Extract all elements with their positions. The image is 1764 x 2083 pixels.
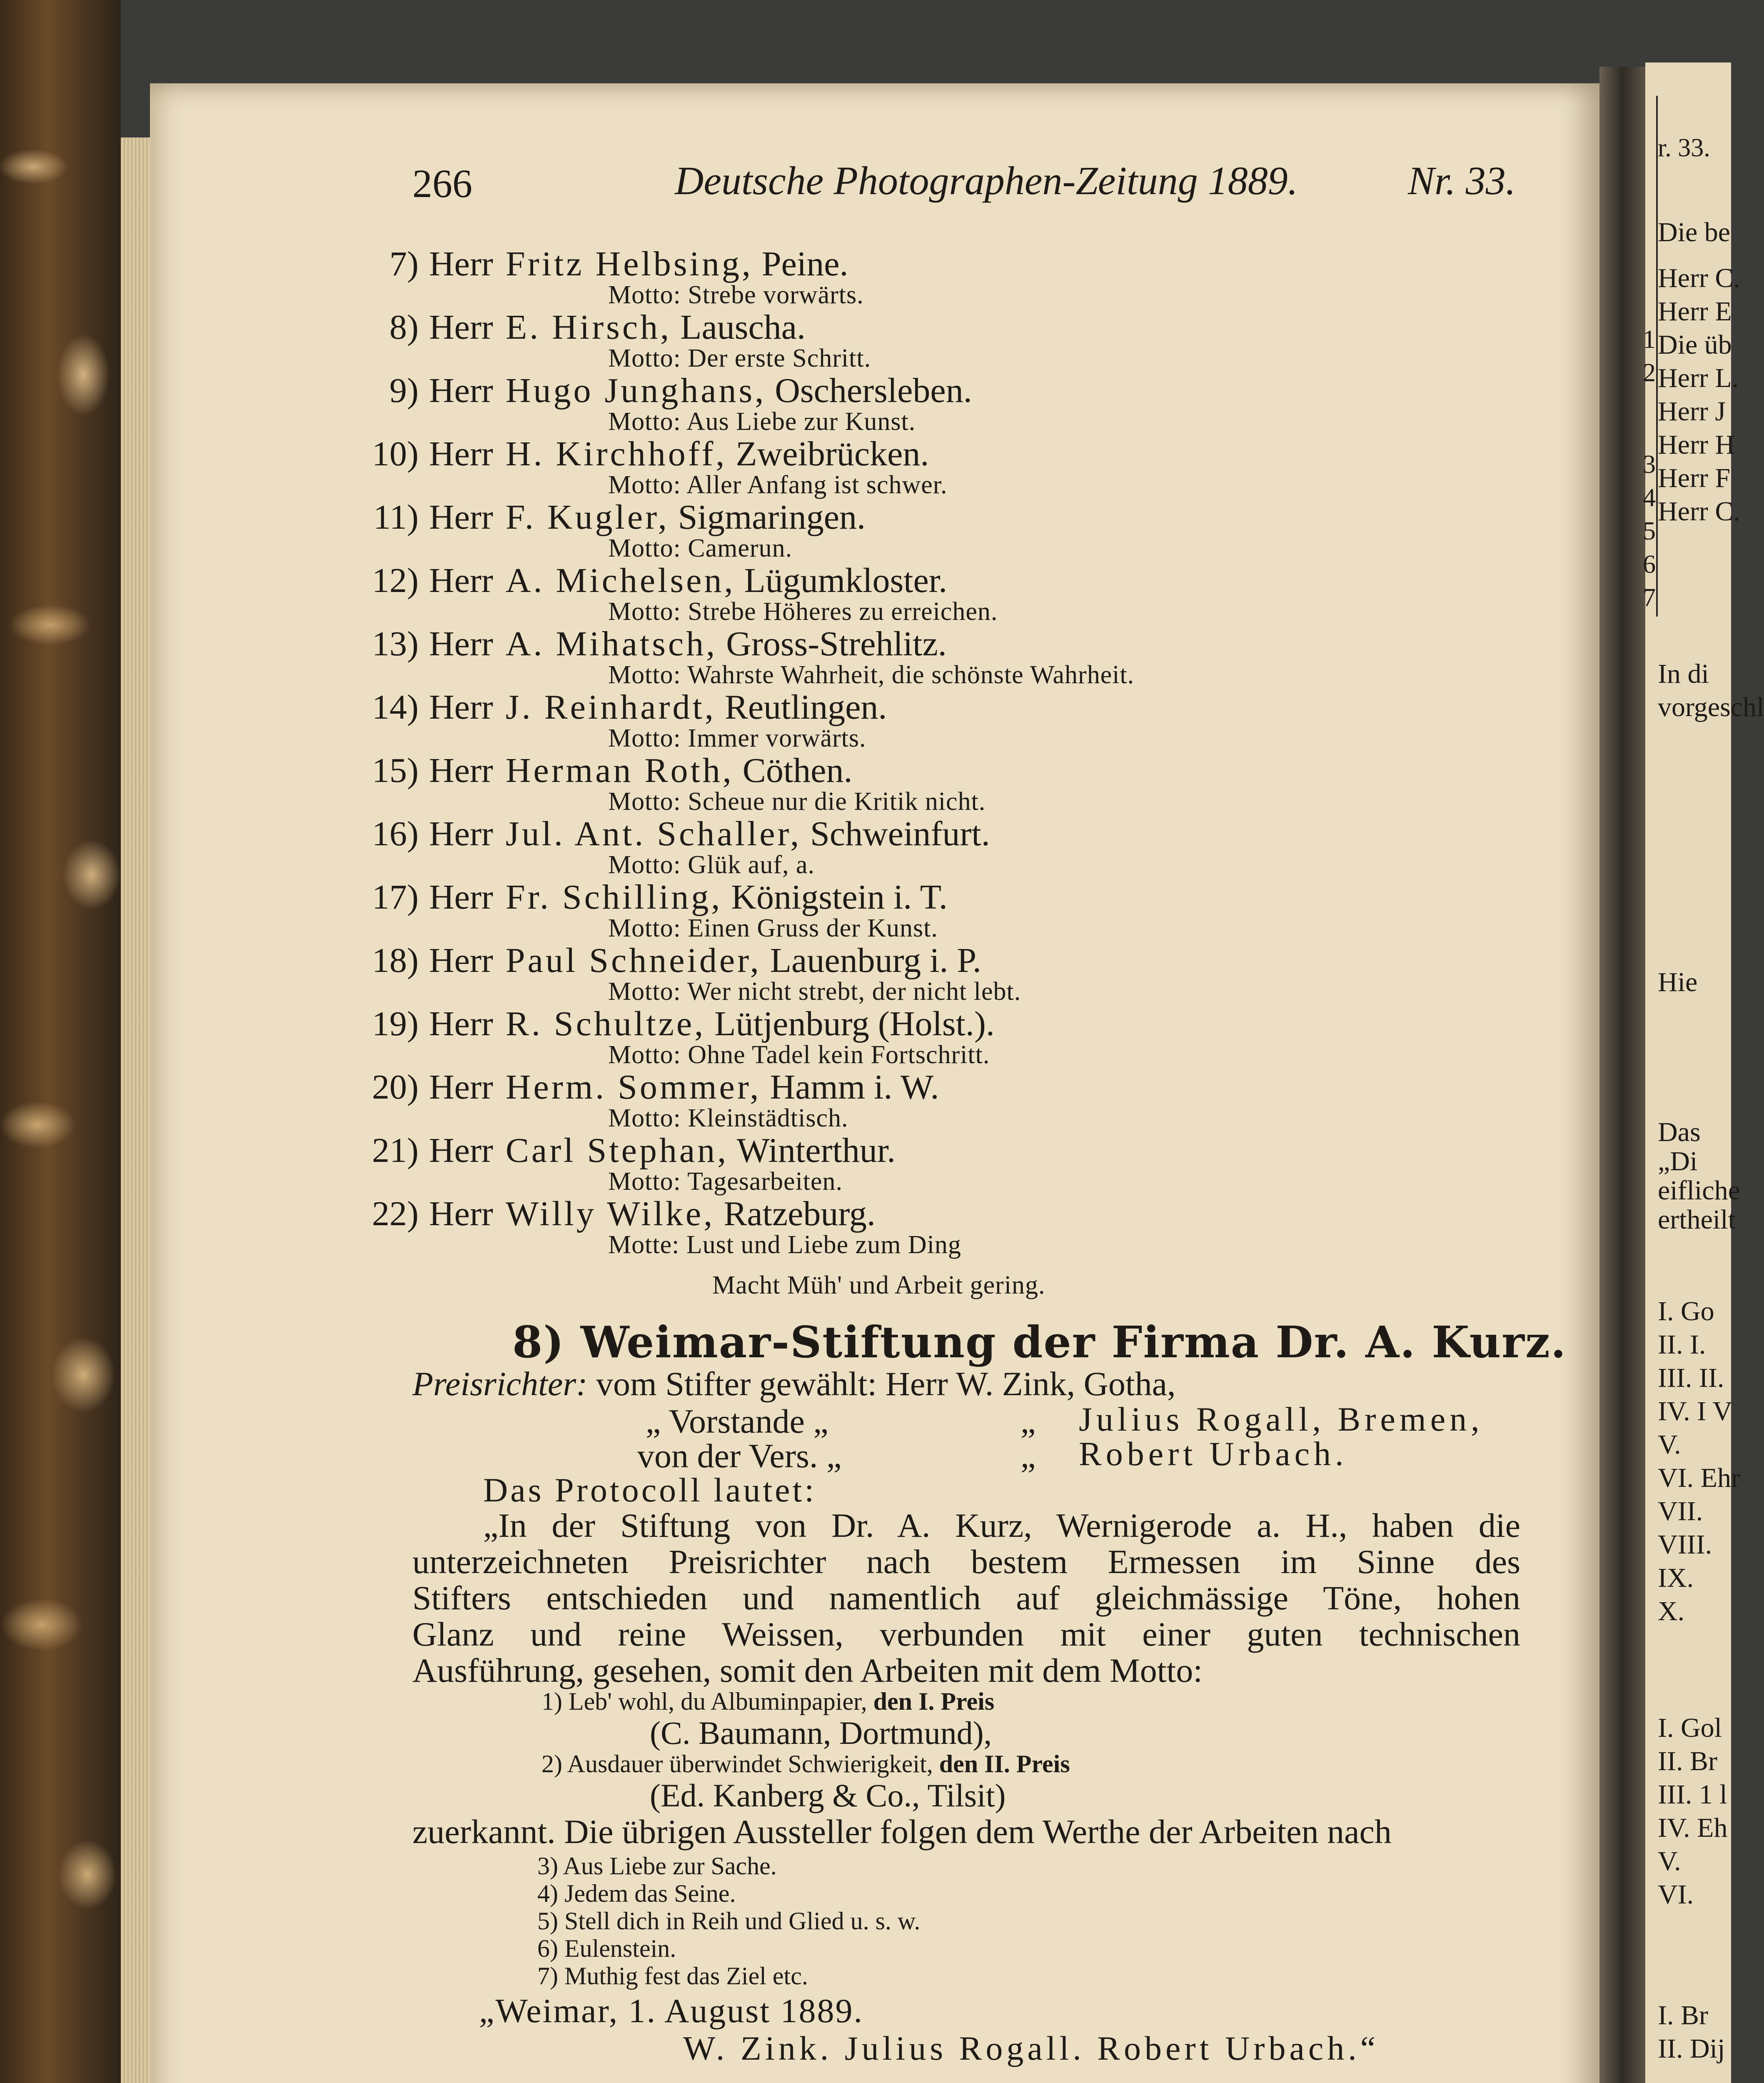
entry-number: 21)	[372, 1131, 419, 1170]
entry-line	[350, 434, 929, 474]
prize-2-motto: 2) Ausdauer überwindet Schwierigkeit,	[541, 1750, 939, 1778]
entry-motto: Motto: Ohne Tadel kein Fortschritt.	[608, 1041, 990, 1069]
entry-line	[350, 940, 981, 981]
entry-name: Herman Roth,	[505, 751, 734, 790]
entry-number: 11)	[373, 498, 419, 537]
motto-continuation: Macht Müh' und Arbeit gering.	[712, 1271, 1045, 1299]
entry-line	[350, 497, 866, 537]
entry-name: E. Hirsch,	[505, 308, 672, 347]
entry-motto: Motto: Glük auf, a.	[608, 851, 815, 879]
entry-name: Fritz Helbsing,	[505, 245, 753, 283]
entry-name: Jul. Ant. Schaller,	[505, 814, 802, 853]
entry-name: A. Michelsen,	[505, 561, 736, 600]
entry-number: 18)	[372, 941, 419, 980]
right-page-line: Das	[1658, 1117, 1701, 1147]
entry-place: Lügumkloster.	[735, 561, 948, 600]
right-page-line: Herr C.	[1658, 496, 1740, 527]
paragraph-line: Glanz und reine Weissen, verbunden mit einer guten technischen	[412, 1615, 1520, 1653]
entry-title: Herr	[429, 1004, 493, 1043]
judges-line-2c: Julius Rogall, Bremen,	[1079, 1400, 1484, 1438]
right-page-line: II. I.	[1658, 1329, 1706, 1360]
entry-title: Herr	[429, 561, 493, 600]
judges-line-3a: von der Vers. „	[637, 1437, 842, 1475]
entry-motto: Motto: Wer nicht strebt, der nicht lebt.	[608, 977, 1021, 1006]
right-page-line: Die üb	[1658, 330, 1732, 360]
exhibitor-item: 7) Muthig fest das Ziel etc.	[537, 1962, 808, 1990]
right-page-line: Herr H	[1658, 430, 1735, 460]
right-page-line: ertheilt	[1658, 1204, 1736, 1235]
right-page-line: Hie	[1658, 967, 1698, 997]
exhibitor-item: 3) Aus Liebe zur Sache.	[537, 1852, 777, 1880]
judges-line-2a: „ Vorstande „	[646, 1402, 828, 1440]
entry-line	[350, 370, 972, 411]
right-page-line: eifliche	[1658, 1175, 1740, 1206]
protocol-heading: Das Protocoll lautet:	[483, 1471, 817, 1509]
right-page-line: III. 1 l	[1658, 1779, 1727, 1810]
right-page-line: IV. I V	[1658, 1396, 1733, 1426]
right-page-line: VI.	[1658, 1879, 1694, 1910]
entry-place: Königstein i. T.	[722, 878, 948, 917]
prize-2-winner: (Ed. Kanberg & Co., Tilsit)	[650, 1777, 1006, 1813]
entry-number: 8)	[389, 308, 419, 347]
entry-name: F. Kugler,	[505, 498, 669, 537]
prize-1	[541, 1687, 994, 1716]
entry-title: Herr	[429, 941, 493, 980]
right-page-number: 4	[1643, 484, 1656, 512]
right-page-number: 6	[1643, 550, 1656, 579]
prize-1-winner: (C. Baumann, Dortmund),	[650, 1715, 992, 1751]
right-page-line: Herr C.	[1658, 263, 1740, 293]
right-page-number: 2	[1643, 359, 1656, 387]
running-title: Deutsche Photographen-Zeitung 1889.	[675, 158, 1298, 203]
paragraph-line: unterzeichneten Preisrichter nach bestem Ermessen im Sinne des	[412, 1543, 1520, 1581]
right-page-line: Die be	[1658, 217, 1731, 247]
entry-motto: Motto: Immer vorwärts.	[608, 724, 866, 752]
signatures: W. Zink. Julius Rogall. Robert Urbach.“	[683, 2029, 1380, 2067]
entry-number: 7)	[389, 245, 419, 283]
right-page-line: VII.	[1658, 1496, 1703, 1526]
entry-number: 12)	[372, 561, 419, 600]
page-number: 266	[412, 161, 472, 206]
right-page-line: X.	[1658, 1596, 1685, 1626]
entry-place: Lütjenburg (Holst.).	[706, 1004, 995, 1043]
entry-title: Herr	[429, 814, 493, 853]
entry-motto: Motto: Scheue nur die Kritik nicht.	[608, 787, 986, 816]
entry-motto: Motte: Lust und Liebe zum Ding	[608, 1231, 961, 1259]
entry-name: A. Mihatsch,	[505, 624, 718, 663]
entry-number: 22)	[372, 1194, 419, 1233]
entry-line	[350, 877, 948, 917]
judges-line-2b: „	[1020, 1402, 1036, 1440]
marbled-cover	[0, 0, 121, 2083]
entry-title: Herr	[429, 1068, 493, 1106]
entry-number: 17)	[372, 878, 419, 917]
paragraph-line: Ausführung, gesehen, somit den Arbeiten mit dem Motto:	[412, 1651, 1203, 1689]
entry-motto: Motto: Strebe Höheres zu erreichen.	[608, 597, 998, 626]
right-page-line: Herr L.	[1658, 363, 1739, 393]
entry-line	[350, 244, 848, 284]
right-page-line: I. Br	[1658, 2000, 1708, 2031]
entry-name: Willy Wilke,	[505, 1194, 715, 1233]
right-page-line: V.	[1658, 1846, 1681, 1876]
judges-text-1: vom Stifter gewählt: Herr W. Zink, Gotha,	[587, 1365, 1176, 1403]
entry-place: Ratzeburg.	[715, 1194, 876, 1233]
entry-name: Fr. Schilling,	[505, 878, 723, 917]
entry-number: 14)	[372, 688, 419, 727]
entry-line	[350, 1194, 876, 1234]
entry-motto: Motto: Der erste Schritt.	[608, 344, 871, 372]
entry-place: Gross-Strehlitz.	[717, 624, 947, 663]
entry-motto: Motto: Tagesarbeiten.	[608, 1167, 843, 1196]
right-page-number: 1	[1643, 325, 1656, 354]
entry-number: 16)	[372, 814, 419, 853]
right-page-line: Herr F	[1658, 463, 1731, 493]
prize-1-award: den I. Preis	[873, 1688, 995, 1715]
right-page-line: VI. Ehr	[1658, 1463, 1740, 1493]
judges-line-3c: Robert Urbach.	[1079, 1435, 1348, 1473]
entry-motto: Motto: Einen Gruss der Kunst.	[608, 914, 938, 942]
entry-title: Herr	[429, 1194, 493, 1233]
entry-place: Lauenburg i. P.	[761, 941, 981, 980]
entry-place: Hamm i. W.	[761, 1068, 939, 1106]
entry-number: 9)	[389, 371, 419, 410]
right-page-number: 3	[1643, 450, 1656, 479]
right-page-number: 5	[1643, 517, 1656, 545]
entry-place: Sigmaringen.	[669, 498, 866, 537]
entry-motto: Motto: Aus Liebe zur Kunst.	[608, 407, 916, 436]
right-page-line: VIII.	[1658, 1529, 1712, 1560]
judges-label: Preisrichter:	[412, 1365, 588, 1403]
entry-title: Herr	[429, 624, 493, 663]
entry-line	[350, 624, 947, 664]
entry-name: Carl Stephan,	[505, 1131, 729, 1170]
entry-motto: Motto: Kleinstädtisch.	[608, 1104, 848, 1132]
entry-motto: Motto: Camerun.	[608, 534, 793, 562]
right-page-line: IV. Eh	[1658, 1813, 1728, 1843]
entry-title: Herr	[429, 1131, 493, 1170]
right-page-header: r. 33.	[1658, 134, 1710, 162]
entry-place: Reutlingen.	[716, 688, 887, 727]
entry-line	[350, 750, 852, 791]
right-page-line: II. Dij	[1658, 2033, 1725, 2064]
right-page-line: IX.	[1658, 1563, 1694, 1593]
closing-line: zuerkannt. Die übrigen Aussteller folgen dem Werthe der Arbeiten nach	[412, 1813, 1392, 1851]
book-page-right-fragment	[1643, 62, 1764, 2083]
entry-place: Winterthur.	[729, 1131, 896, 1170]
entry-line	[350, 687, 887, 727]
entry-line	[350, 814, 990, 854]
entry-motto: Motto: Wahrste Wahrheit, die schönste Wahrheit.	[608, 661, 1135, 689]
entry-name: H. Kirchhoff,	[505, 435, 727, 473]
entry-number: 19)	[372, 1004, 419, 1043]
entry-line	[350, 560, 947, 601]
judges-line-1	[412, 1364, 1176, 1404]
entry-number: 20)	[372, 1068, 419, 1106]
entry-title: Herr	[429, 498, 493, 537]
section-title: 8) Weimar-Stiftung der Firma Dr. A. Kurz.	[512, 1316, 1567, 1368]
right-page-line: Herr E	[1658, 296, 1732, 327]
entry-number: 10)	[372, 435, 419, 473]
place-date: „Weimar, 1. August 1889.	[479, 1992, 863, 2030]
entry-title: Herr	[429, 878, 493, 917]
exhibitor-item: 5) Stell dich in Reih und Glied u. s. w.	[537, 1907, 921, 1935]
exhibitor-item: 4) Jedem das Seine.	[537, 1880, 736, 1907]
paragraph-line: Stifters entschieden und namentlich auf gleichmässige Töne, hohen	[412, 1579, 1520, 1617]
entry-title: Herr	[429, 245, 493, 283]
entry-place: Zweibrücken.	[727, 435, 929, 473]
right-page-line: III. II.	[1658, 1363, 1724, 1393]
entry-name: J. Reinhardt,	[505, 688, 716, 727]
entry-line	[350, 1004, 995, 1044]
right-page-line: I. Gol	[1658, 1713, 1722, 1743]
entry-place: Schweinfurt.	[801, 814, 990, 853]
entry-number: 13)	[372, 624, 419, 663]
right-page-line: In di	[1658, 659, 1709, 689]
right-page-line: „Di	[1658, 1146, 1698, 1176]
entry-number: 15)	[372, 751, 419, 790]
entry-name: Herm. Sommer,	[505, 1068, 761, 1106]
right-page-line: vorgeschl	[1658, 692, 1764, 722]
right-page-line: Herr J	[1658, 396, 1726, 427]
entry-name: Hugo Junghans,	[505, 371, 766, 410]
right-page-number: 7	[1643, 584, 1656, 612]
entry-title: Herr	[429, 308, 493, 347]
entry-line	[350, 1067, 939, 1107]
prize-2	[541, 1750, 1070, 1778]
entry-place: Lauscha.	[671, 308, 806, 347]
right-page-line: V.	[1658, 1429, 1681, 1460]
entry-place: Cöthen.	[734, 751, 853, 790]
entry-place: Peine.	[753, 245, 848, 283]
entry-line	[350, 307, 806, 347]
prize-2-award: den II. Preis	[939, 1750, 1070, 1778]
entry-line	[350, 1130, 896, 1171]
prize-1-motto: 1) Leb' wohl, du Albuminpapier,	[541, 1688, 873, 1715]
entry-title: Herr	[429, 688, 493, 727]
right-page-line: II. Br	[1658, 1746, 1717, 1776]
entry-place: Oschersleben.	[766, 371, 972, 410]
paragraph-line: „In der Stiftung von Dr. A. Kurz, Wernigerode a. H., haben die	[483, 1506, 1520, 1544]
entry-motto: Motto: Aller Anfang ist schwer.	[608, 471, 948, 499]
judges-line-3b: „	[1020, 1437, 1036, 1475]
entry-motto: Motto: Strebe vorwärts.	[608, 281, 864, 309]
book-gutter	[1599, 67, 1645, 2083]
entry-title: Herr	[429, 371, 493, 410]
right-page-line: I. Go	[1658, 1296, 1714, 1326]
entry-title: Herr	[429, 751, 493, 790]
issue-number: Nr. 33.	[1408, 158, 1516, 203]
entry-title: Herr	[429, 435, 493, 473]
exhibitor-item: 6) Eulenstein.	[537, 1935, 676, 1962]
entry-name: R. Schultze,	[505, 1004, 706, 1043]
entry-name: Paul Schneider,	[505, 941, 761, 980]
